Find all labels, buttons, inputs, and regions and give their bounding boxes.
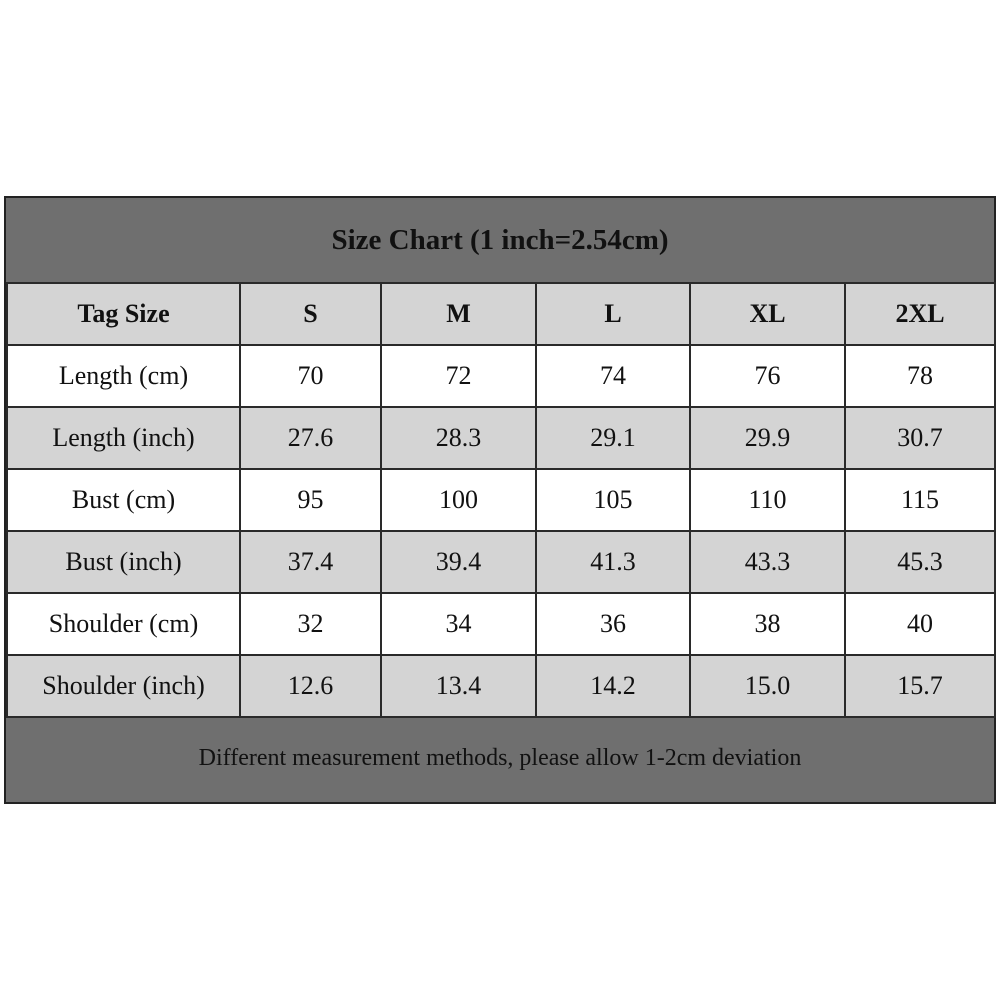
table-cell: 105 xyxy=(536,469,690,531)
table-cell: 110 xyxy=(690,469,845,531)
header-size: S xyxy=(240,283,381,345)
row-label: Length (cm) xyxy=(7,345,240,407)
table-cell: 45.3 xyxy=(845,531,995,593)
table-cell: 28.3 xyxy=(381,407,536,469)
table-row xyxy=(7,345,995,407)
table-cell: 115 xyxy=(845,469,995,531)
row-label: Shoulder (cm) xyxy=(7,593,240,655)
table-header-row xyxy=(7,283,995,345)
table-cell: 34 xyxy=(381,593,536,655)
table-cell: 41.3 xyxy=(536,531,690,593)
table-cell: 27.6 xyxy=(240,407,381,469)
table-row xyxy=(7,655,995,717)
table-cell: 38 xyxy=(690,593,845,655)
table-cell: 14.2 xyxy=(536,655,690,717)
row-label: Bust (inch) xyxy=(7,531,240,593)
row-label: Bust (cm) xyxy=(7,469,240,531)
table-cell: 40 xyxy=(845,593,995,655)
chart-title: Size Chart (1 inch=2.54cm) xyxy=(331,223,669,256)
header-size: 2XL xyxy=(845,283,995,345)
header-size: L xyxy=(536,283,690,345)
size-table xyxy=(6,282,996,718)
header-size: M xyxy=(381,283,536,345)
table-cell: 15.0 xyxy=(690,655,845,717)
table-cell: 29.9 xyxy=(690,407,845,469)
table-row xyxy=(7,407,995,469)
table-cell: 70 xyxy=(240,345,381,407)
table-row xyxy=(7,593,995,655)
table-row xyxy=(7,469,995,531)
table-cell: 12.6 xyxy=(240,655,381,717)
table-cell: 95 xyxy=(240,469,381,531)
table-cell: 74 xyxy=(536,345,690,407)
table-cell: 13.4 xyxy=(381,655,536,717)
table-cell: 30.7 xyxy=(845,407,995,469)
table-cell: 36 xyxy=(536,593,690,655)
table-cell: 15.7 xyxy=(845,655,995,717)
table-cell: 100 xyxy=(381,469,536,531)
deviation-note: Different measurement methods, please allow 1-2cm deviation xyxy=(198,745,802,771)
row-label: Shoulder (inch) xyxy=(7,655,240,717)
table-cell: 39.4 xyxy=(381,531,536,593)
table-cell: 76 xyxy=(690,345,845,407)
header-size: XL xyxy=(690,283,845,345)
table-cell: 72 xyxy=(381,345,536,407)
table-cell: 29.1 xyxy=(536,407,690,469)
header-tag-size: Tag Size xyxy=(7,283,240,345)
table-cell: 78 xyxy=(845,345,995,407)
row-label: Length (inch) xyxy=(7,407,240,469)
size-chart xyxy=(4,196,996,804)
table-cell: 43.3 xyxy=(690,531,845,593)
table-cell: 32 xyxy=(240,593,381,655)
table-row xyxy=(7,531,995,593)
table-cell: 37.4 xyxy=(240,531,381,593)
